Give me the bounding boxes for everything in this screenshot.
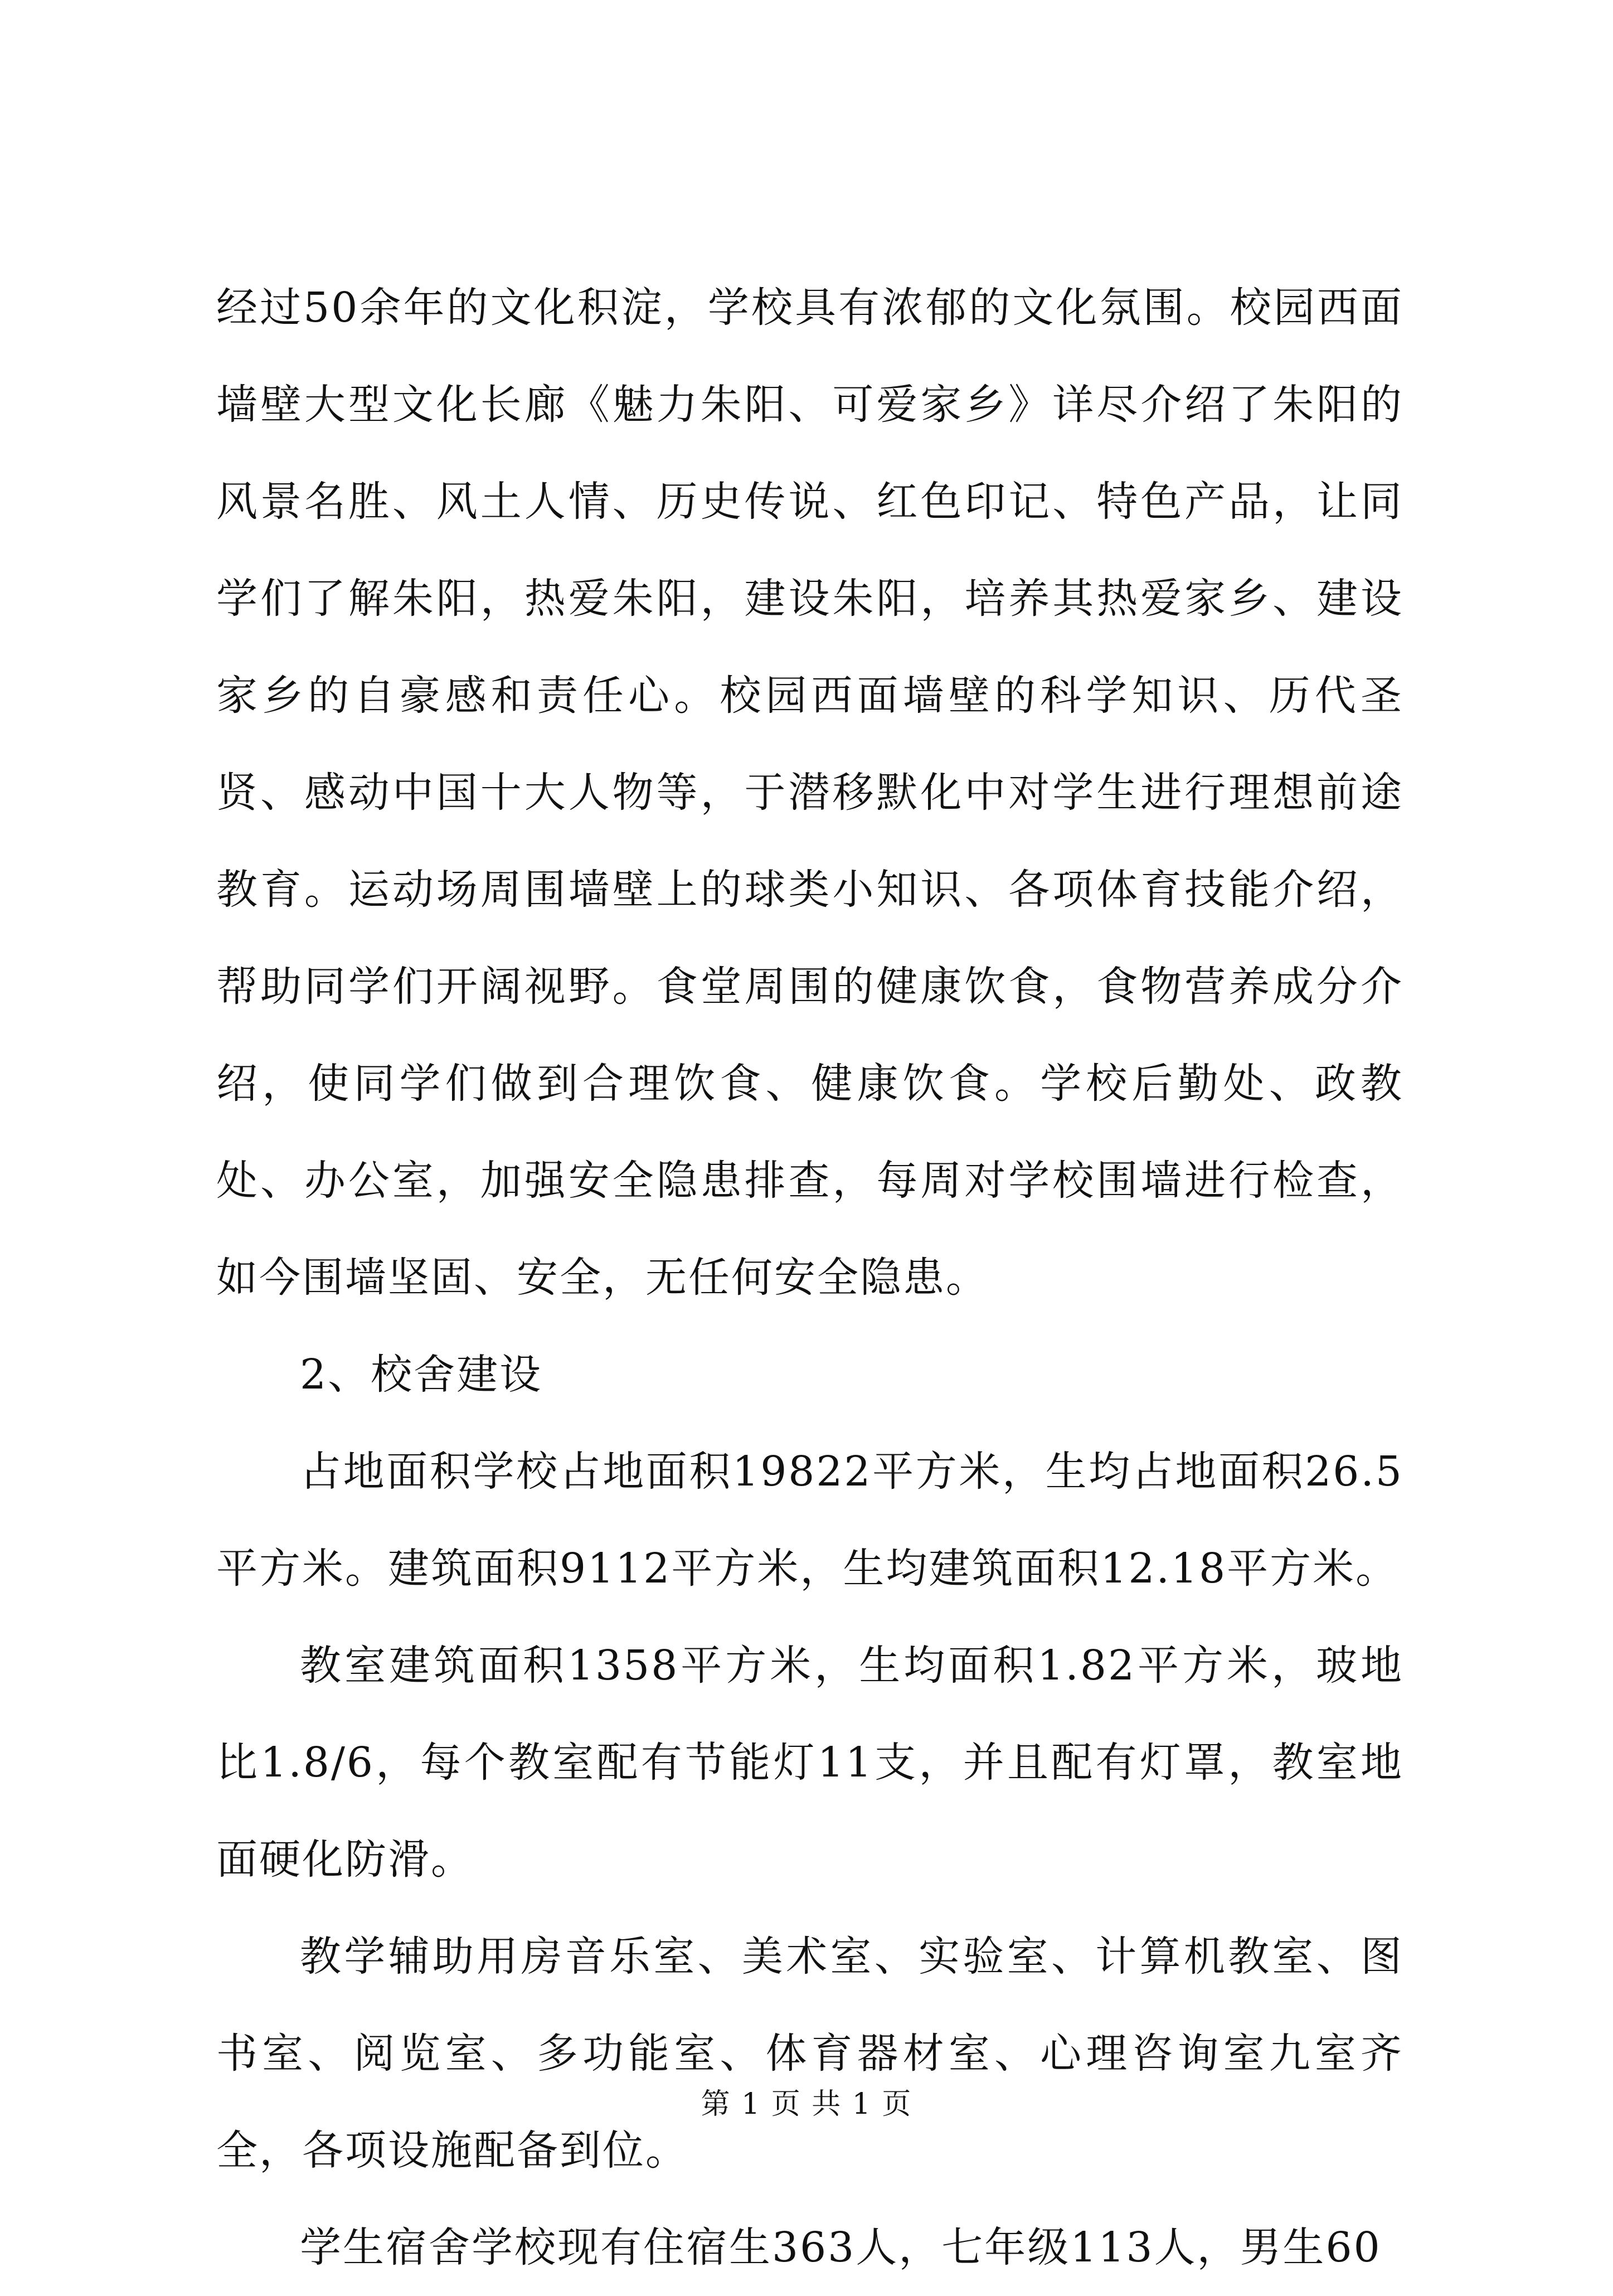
paragraph-classroom-area: 教室建筑面积1358平方米，生均面积1.82平方米，玻地比1.8/6，每个教室配有节能灯11支，并且配有灯罩，教室地面硬化防滑。 bbox=[216, 1642, 1403, 1884]
section-heading-school-buildings: 2、校舍建设 bbox=[300, 1351, 543, 1399]
paragraph-culture: 经过50余年的文化积淀，学校具有浓郁的文化氛围。校园西面墙壁大型文化长廊《魅力朱阳、可爱家乡》详尽介绍了朱阳的风景名胜、风土人情、历史传说、红色印记、特色产品，让同学们了解朱阳，热爱朱阳，建设朱阳，培养其热爱家乡、建设家乡的自豪感和责任心。校园西面墙壁的科学知识、历代圣贤、感动中国十大人物等，于潜移默化中对学生进行理想前途教育。运动场周围墙壁上的球类小知识、各项体育技能介绍，帮助同学们开阔视野。食堂周围的健康饮食，食物营养成分介绍，使同学们做到合理饮食、健康饮食。学校后勤处、政教处、办公室，加强安全隐患排查，每周对学校围墙进行检查，如今围墙坚固、安全，无任何安全隐患。 bbox=[216, 284, 1403, 1302]
paragraph-dormitory: 学生宿舍学校现有住宿生363人，七年级113人，男生60 bbox=[300, 2224, 1382, 2271]
paragraph-auxiliary-rooms: 教学辅助用房音乐室、美术室、实验室、计算机教室、图书室、阅览室、多功能室、体育器材室、心理咨询室九室齐全，各项设施配备到位。 bbox=[216, 1933, 1403, 2174]
paragraph-land-area: 占地面积学校占地面积19822平方米，生均占地面积26.5平方米。建筑面积9112平方米，生均建筑面积12.18平方米。 bbox=[216, 1448, 1403, 1593]
document-body bbox=[216, 259, 1403, 2296]
page-number-footer: 第 1 页 共 1 页 bbox=[701, 2088, 912, 2121]
